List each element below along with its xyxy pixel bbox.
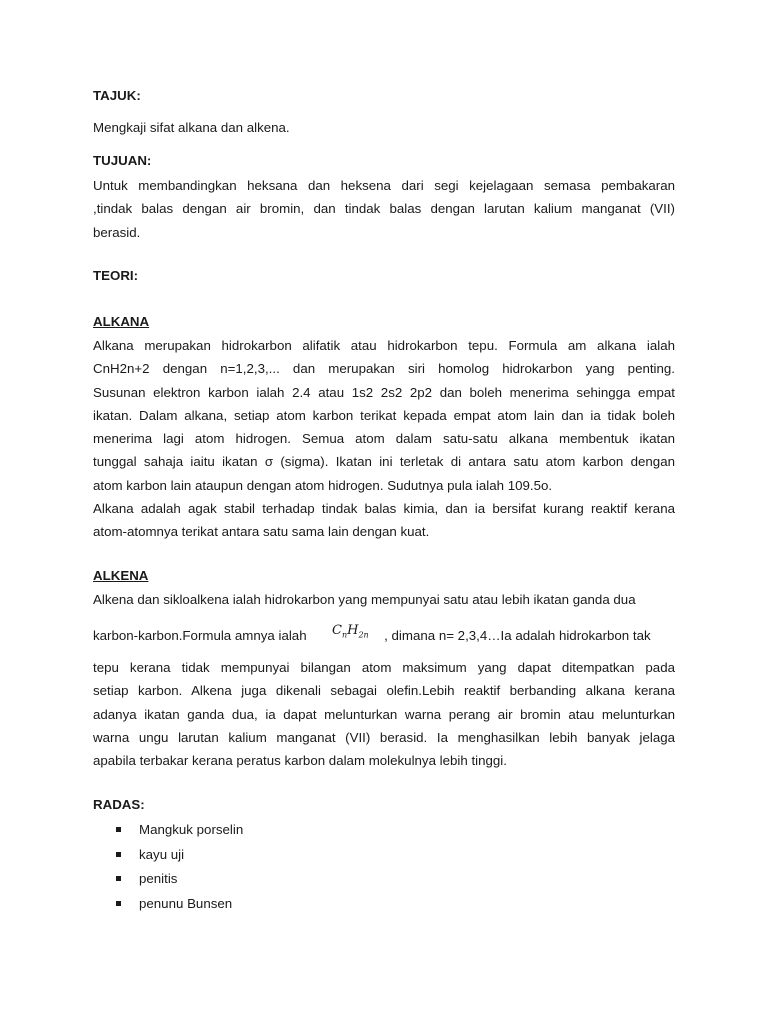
alkana-p1-line-6: tunggal sahaja iaitu ikatan σ (sigma). Ikatan ini terletak di antara satu atom karbon dengan: [93, 454, 675, 470]
alkena-line-6: warna ungu larutan kalium manganat (VII) berasid. Ia menghasilkan lebih banyak jelaga: [93, 729, 675, 745]
tujuan-heading: TUJUAN:: [93, 153, 152, 168]
radas-list: [116, 822, 243, 921]
tujuan-line-1: Untuk membandingkan heksana dan heksena dari segi kejelagaan semasa pembakaran: [93, 178, 675, 193]
alkana-p1-line-5: menerima lagi atom hidrogen. Semua atom dalam satu-satu alkana membentuk ikatan: [93, 431, 675, 447]
alkena-formula-line: [93, 623, 675, 652]
alkana-heading: ALKANA: [93, 314, 150, 329]
alkana-p2-line-2: atom-atomnya terikat antara satu sama lain dengan kuat.: [93, 524, 430, 540]
alkena-line-2-before: karbon-karbon.Formula amnya ialah: [93, 628, 307, 643]
alkena-paragraph-rest: [93, 656, 675, 772]
tujuan-paragraph: [93, 174, 675, 244]
alkena-heading: ALKENA: [93, 568, 149, 583]
list-item-label: kayu uji: [139, 846, 185, 862]
alkana-p1-line-7: atom karbon lain ataupun dengan atom hidrogen. Sudutnya pula ialah 109.5o.: [93, 477, 553, 493]
alkena-line-1: Alkena dan sikloalkena ialah hidrokarbon yang mempunyai satu atau lebih ikatan ganda dua: [93, 592, 636, 607]
alkana-p1-line-4: ikatan. Dalam alkana, setiap atom karbon terikat kepada empat atom lain dan ia tidak boleh: [93, 407, 675, 423]
alkana-p1-line-1: Alkana merupakan hidrokarbon alifatik atau hidrokarbon tepu. Formula am alkana ialah: [93, 338, 675, 353]
list-item: [116, 871, 243, 896]
tajuk-heading: TAJUK:: [93, 88, 141, 103]
alkena-line-4: setiap karbon. Alkena juga dikenali sebagai olefin.Lebih reaktif berbanding alkana kerana: [93, 683, 675, 699]
radas-heading: RADAS:: [93, 797, 145, 812]
alkena-line-7: apabila terbakar kerana peratus karbon dalam molekulnya lebih tinggi.: [93, 753, 507, 769]
list-item-label: penunu Bunsen: [139, 896, 233, 912]
bullet-icon: [116, 876, 121, 881]
teori-heading: TEORI:: [93, 268, 139, 283]
list-item: [116, 847, 243, 872]
alkana-paragraph-2: [93, 497, 675, 544]
list-item: [116, 896, 243, 921]
formula-c: C: [332, 623, 342, 638]
alkana-p2-line-1: Alkana adalah agak stabil terhadap tindak balas kimia, dan ia bersifat kurang reaktif kerana: [93, 501, 675, 516]
list-item: [116, 822, 243, 847]
formula-n: n: [341, 630, 348, 640]
bullet-icon: [116, 827, 121, 832]
alkena-line-2-after: , dimana n= 2,3,4…Ia adalah hidrokarbon tak: [384, 628, 651, 643]
list-item-label: penitis: [139, 871, 178, 887]
alkena-line-5: adanya ikatan ganda dua, ia dapat melunturkan warna perang air bromin atau melunturkan: [93, 706, 675, 722]
tujuan-line-2: ,tindak balas dengan air bromin, dan tindak balas dengan larutan kalium manganat (VII): [93, 201, 675, 217]
tajuk-text: Mengkaji sifat alkana dan alkena.: [93, 120, 290, 135]
formula-h: H: [347, 623, 359, 638]
alkena-general-formula: [332, 623, 369, 638]
alkena-line-3: tepu kerana tidak mempunyai bilangan atom maksimum yang dapat ditempatkan pada: [93, 660, 675, 675]
alkana-p1-line-3: Susunan elektron karbon ialah 2.4 atau 1s2 2s2 2p2 dan boleh menerima sehingga empat: [93, 384, 675, 400]
alkana-p1-line-2: CnH2n+2 dengan n=1,2,3,... dan merupakan siri homolog hidrokarbon yang penting.: [93, 361, 675, 377]
tujuan-line-3: berasid.: [93, 224, 141, 240]
alkena-line-1-wrap: [93, 588, 675, 611]
formula-2n: 2n: [358, 630, 369, 640]
list-item-label: Mangkuk porselin: [139, 822, 244, 837]
alkana-paragraph-1: [93, 334, 675, 497]
bullet-icon: [116, 901, 121, 906]
bullet-icon: [116, 852, 121, 857]
